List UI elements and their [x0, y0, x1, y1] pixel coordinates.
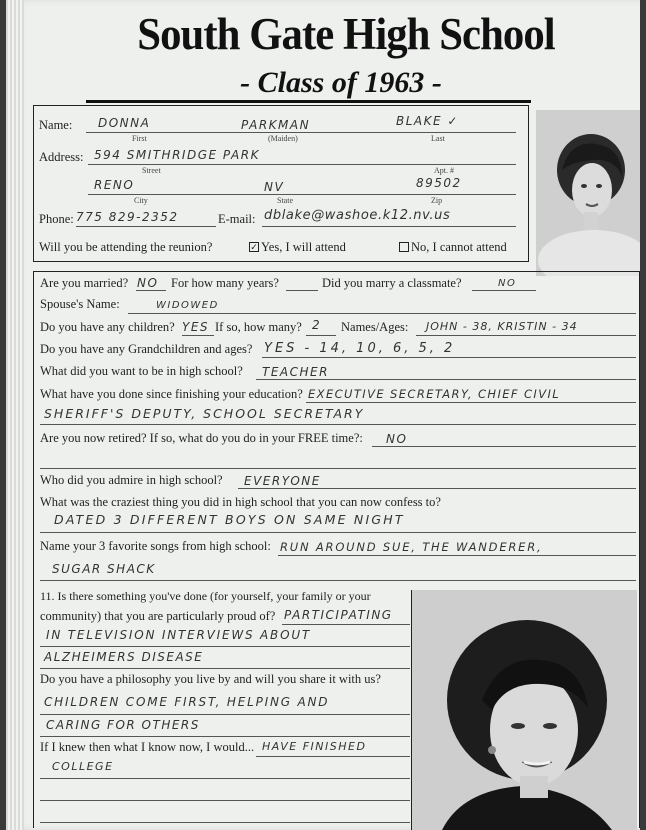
current-portrait-drawing	[412, 590, 637, 830]
classmate-answer: NO	[498, 278, 517, 289]
blank-line-1	[40, 800, 410, 801]
page-edges	[6, 0, 24, 830]
apt-caption: Apt. #	[434, 166, 454, 175]
want-answer: TEACHER	[262, 365, 329, 379]
grandchildren-question: Do you have any Grandchildren and ages?	[40, 342, 253, 356]
phone-line	[76, 226, 216, 227]
children-line	[182, 335, 214, 336]
no-checkbox[interactable]	[399, 242, 409, 252]
philosophy-line-2	[40, 736, 410, 737]
retired-question: Are you now retired? If so, what do you do in your FREE time?:	[40, 431, 363, 445]
songs-question: Name your 3 favorite songs from high school:	[40, 539, 271, 553]
email-value: dblake@washoe.k12.nv.us	[264, 208, 451, 223]
name-label: Name:	[39, 118, 73, 132]
classmate-question: Did you marry a classmate?	[322, 276, 462, 290]
howmany-answer: 2	[312, 318, 322, 332]
first-name-value: DONNA	[98, 116, 151, 130]
address-label: Address:	[39, 150, 84, 164]
proud-question-1: 11. Is there something you've done (for yourself, your family or your	[40, 589, 371, 603]
admire-question: Who did you admire in high school?	[40, 473, 223, 487]
email-line	[262, 226, 516, 227]
proud-line-3	[40, 668, 410, 669]
retired-answer: NO	[386, 432, 408, 446]
proud-answer-3: ALZHEIMERS DISEASE	[44, 650, 204, 664]
knew-question: If I knew then what I know now, I would...	[40, 740, 255, 754]
city-value: RENO	[94, 178, 135, 192]
knew-answer-1: HAVE FINISHED	[262, 740, 367, 753]
classmate-line	[472, 290, 536, 291]
street-value: 594 SMITHRIDGE PARK	[94, 148, 260, 162]
yearbook-page	[6, 0, 640, 830]
songs-line-2	[40, 580, 636, 581]
phone-label: Phone:	[39, 212, 74, 226]
proud-question-2: community) that you are particularly proud of?	[40, 609, 276, 623]
knew-line-1	[256, 756, 410, 757]
zip-value: 89502	[416, 176, 462, 190]
title-rule	[86, 100, 531, 103]
admire-answer: EVERYONE	[244, 474, 321, 488]
phone-value: 775 829-2352	[76, 210, 179, 224]
retired-line-1	[372, 446, 636, 447]
proud-line-1	[282, 624, 410, 625]
street-line	[88, 164, 516, 165]
years-line	[286, 290, 318, 291]
state-value: NV	[264, 180, 285, 194]
maiden-name-value: PARKMAN	[241, 118, 311, 132]
current-photo	[411, 590, 637, 830]
attend-question: Will you be attending the reunion?	[39, 240, 213, 254]
songs-answer-1: RUN AROUND SUE, THE WANDERER,	[280, 540, 543, 554]
philosophy-line-1	[40, 714, 410, 715]
class-subtitle: - Class of 1963 -	[240, 66, 442, 99]
knew-answer-2: COLLEGE	[52, 760, 114, 773]
maiden-caption: (Maiden)	[268, 134, 298, 143]
yes-checkbox[interactable]: ✓	[250, 242, 258, 253]
name-line	[86, 132, 516, 133]
names-answer: JOHN - 38, KRISTIN - 34	[426, 320, 578, 333]
spouse-question: Spouse's Name:	[40, 297, 120, 311]
zip-caption: Zip	[431, 196, 443, 205]
children-question: Do you have any children?	[40, 320, 175, 334]
proud-answer-2: IN TELEVISION INTERVIEWS ABOUT	[46, 628, 312, 642]
city-line	[88, 194, 516, 195]
done-line-1	[306, 402, 636, 403]
done-answer-1: EXECUTIVE SECRETARY, CHIEF CIVIL	[308, 387, 561, 401]
married-answer: NO	[137, 276, 159, 290]
grandchildren-line	[262, 357, 636, 358]
blank-line-2	[40, 822, 410, 823]
songs-line-1	[278, 555, 636, 556]
attend-no-label: No, I cannot attend	[411, 240, 507, 254]
senior-photo	[536, 110, 640, 276]
crazy-line	[40, 532, 636, 533]
state-caption: State	[277, 196, 293, 205]
want-line	[256, 379, 636, 380]
proud-line-2	[40, 646, 410, 647]
email-label: E-mail:	[218, 212, 256, 226]
children-answer: YES	[182, 320, 210, 334]
last-name-value: BLAKE ✓	[396, 114, 459, 128]
street-caption: Street	[142, 166, 161, 175]
crazy-question: What was the craziest thing you did in high school that you can now confess to?	[40, 495, 441, 509]
years-question: For how many years?	[171, 276, 279, 290]
married-line	[136, 290, 166, 291]
attend-no-option[interactable]	[399, 240, 507, 255]
done-answer-2: SHERIFF'S DEPUTY, SCHOOL SECRETARY	[44, 406, 365, 421]
last-caption: Last	[431, 134, 445, 143]
philosophy-answer-2: CARING FOR OTHERS	[46, 718, 200, 732]
philosophy-answer-1: CHILDREN COME FIRST, HELPING AND	[44, 695, 330, 709]
names-question: Names/Ages:	[341, 320, 409, 334]
songs-answer-2: SUGAR SHACK	[52, 562, 156, 576]
attend-yes-label: Yes, I will attend	[261, 240, 346, 254]
grandchildren-answer: YES - 14, 10, 6, 5, 2	[264, 341, 456, 356]
married-question: Are you married?	[40, 276, 129, 290]
city-caption: City	[134, 196, 148, 205]
howmany-line	[306, 335, 336, 336]
senior-portrait-drawing	[536, 110, 640, 276]
first-caption: First	[132, 134, 147, 143]
want-question: What did you want to be in high school?	[40, 364, 243, 378]
done-line-2	[40, 424, 636, 425]
spouse-answer: WIDOWED	[156, 300, 219, 311]
admire-line	[238, 488, 636, 489]
proud-answer-1: PARTICIPATING	[284, 608, 393, 622]
philosophy-question: Do you have a philosophy you live by and will you share it with us?	[40, 672, 381, 686]
knew-line-2	[40, 778, 410, 779]
attend-yes-option[interactable]	[249, 240, 346, 255]
spouse-line	[128, 313, 636, 314]
howmany-question: If so, how many?	[215, 320, 302, 334]
crazy-answer: DATED 3 DIFFERENT BOYS ON SAME NIGHT	[54, 512, 405, 527]
names-line	[416, 335, 636, 336]
retired-line-2	[40, 468, 636, 469]
done-question: What have you done since finishing your education?	[40, 387, 303, 401]
page-title: South Gate High School	[137, 9, 555, 59]
